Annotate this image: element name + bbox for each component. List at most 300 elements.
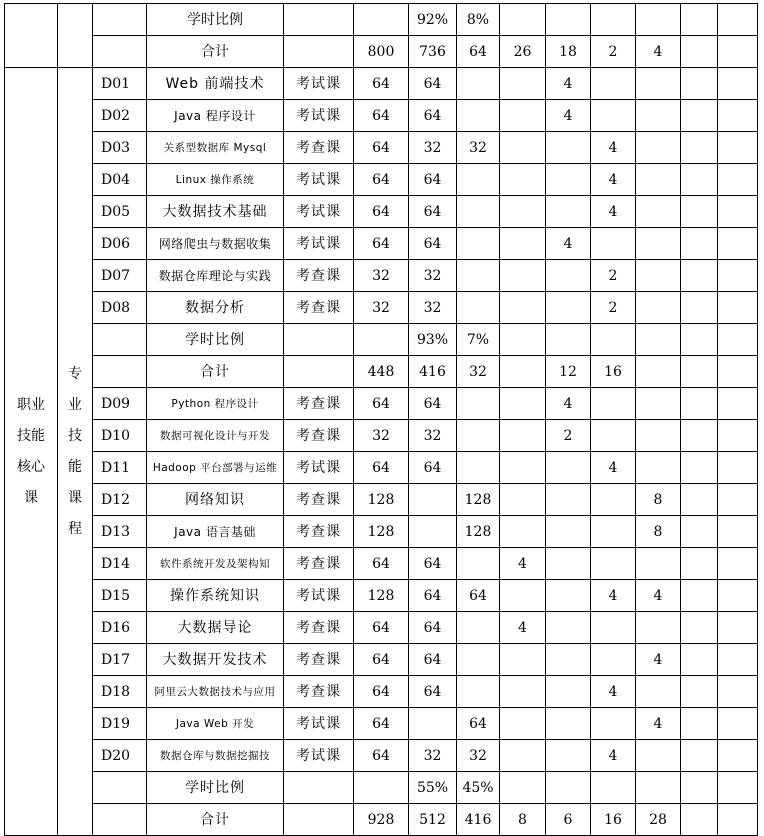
total-c2: 18 — [546, 36, 591, 68]
total-hours: 448 — [354, 356, 409, 388]
semester-2-cell — [546, 612, 591, 644]
practice-hours-cell — [457, 100, 500, 132]
ratio-label: 学时比例 — [147, 772, 284, 804]
subcategory-label-part: 业 — [68, 396, 82, 413]
table-row — [5, 100, 758, 132]
total-label: 合计 — [147, 36, 284, 68]
semester-2-cell — [546, 740, 591, 772]
total-c2: 12 — [546, 356, 591, 388]
empty-cell — [681, 68, 718, 100]
theory-hours-cell: 32 — [409, 132, 457, 164]
semester-4-cell: 4 — [636, 644, 681, 676]
empty-cell — [718, 708, 758, 740]
total-hours-cell: 128 — [354, 516, 409, 548]
theory-hours-cell — [409, 484, 457, 516]
empty-cell — [681, 356, 718, 388]
table-row — [5, 68, 758, 100]
empty-cell — [718, 292, 758, 324]
total-hours-cell: 64 — [354, 452, 409, 484]
total-c2: 6 — [546, 804, 591, 836]
semester-4-cell: 8 — [636, 484, 681, 516]
empty-cell — [718, 164, 758, 196]
empty-cell — [546, 4, 591, 36]
empty-cell — [718, 804, 758, 836]
empty-cell — [718, 644, 758, 676]
empty-cell — [284, 772, 354, 804]
empty-cell — [681, 804, 718, 836]
semester-4-cell — [636, 132, 681, 164]
course-name: Java 语言基础 — [147, 516, 284, 548]
semester-4-cell — [636, 260, 681, 292]
semester-4-cell — [636, 196, 681, 228]
semester-2-cell — [546, 196, 591, 228]
theory-hours-cell: 64 — [409, 388, 457, 420]
semester-4-cell — [636, 452, 681, 484]
semester-1-cell — [500, 644, 546, 676]
total-hours-cell: 32 — [354, 420, 409, 452]
semester-4-cell: 4 — [636, 580, 681, 612]
empty-cell — [718, 324, 758, 356]
subcategory-label — [58, 68, 93, 836]
semester-3-cell: 4 — [591, 452, 636, 484]
semester-4-cell — [636, 420, 681, 452]
practice-pct: 8% — [457, 4, 500, 36]
empty-cell — [718, 100, 758, 132]
empty-cell — [284, 356, 354, 388]
semester-3-cell — [591, 68, 636, 100]
subcategory-label-part: 课 — [68, 489, 82, 506]
empty-cell — [718, 676, 758, 708]
course-code: D01 — [93, 68, 147, 100]
total-hours-cell: 64 — [354, 100, 409, 132]
empty-cell — [681, 324, 718, 356]
empty-cell — [718, 420, 758, 452]
empty-cell — [354, 4, 409, 36]
empty-cell — [681, 36, 718, 68]
semester-2-cell: 4 — [546, 228, 591, 260]
theory-hours-cell: 64 — [409, 228, 457, 260]
table-row — [5, 228, 758, 260]
empty-cell — [718, 132, 758, 164]
empty-cell — [681, 196, 718, 228]
category-label-part: 核心 — [17, 458, 45, 475]
practice-hours-cell — [457, 612, 500, 644]
total-c1: 8 — [500, 804, 546, 836]
ratio-label: 学时比例 — [147, 4, 284, 36]
semester-3-cell: 4 — [591, 132, 636, 164]
practice-hours-cell: 128 — [457, 516, 500, 548]
course-code: D19 — [93, 708, 147, 740]
category-label-part: 课 — [24, 489, 38, 506]
theory-hours-cell: 64 — [409, 612, 457, 644]
empty-cell — [93, 804, 147, 836]
table-row — [5, 196, 758, 228]
exam-type: 考查课 — [284, 420, 354, 452]
semester-2-cell — [546, 132, 591, 164]
practice-hours-cell — [457, 676, 500, 708]
course-name: 大数据导论 — [147, 612, 284, 644]
table-row — [5, 36, 758, 68]
empty-cell — [681, 452, 718, 484]
semester-1-cell — [500, 132, 546, 164]
empty-cell — [284, 804, 354, 836]
semester-2-cell: 2 — [546, 420, 591, 452]
practice-hours-cell: 64 — [457, 580, 500, 612]
category-label-part: 技能 — [17, 427, 45, 444]
course-table-body — [5, 4, 758, 836]
theory-hours-cell: 32 — [409, 740, 457, 772]
semester-1-cell — [500, 228, 546, 260]
course-name: 数据仓库理论与实践 — [147, 260, 284, 292]
total-c1: 26 — [500, 36, 546, 68]
semester-1-cell: 4 — [500, 612, 546, 644]
practice-pct: 45% — [457, 772, 500, 804]
semester-1-cell — [500, 68, 546, 100]
empty-cell — [546, 772, 591, 804]
table-row — [5, 676, 758, 708]
empty-cell — [681, 228, 718, 260]
subcategory-label-part: 能 — [68, 458, 82, 475]
empty-cell — [681, 708, 718, 740]
table-row — [5, 580, 758, 612]
semester-4-cell — [636, 164, 681, 196]
course-code: D18 — [93, 676, 147, 708]
category-label-part: 职业 — [17, 396, 45, 413]
total-hours-cell: 128 — [354, 484, 409, 516]
empty-cell — [681, 164, 718, 196]
table-row — [5, 452, 758, 484]
empty-cell — [58, 4, 93, 68]
semester-3-cell — [591, 228, 636, 260]
semester-2-cell — [546, 644, 591, 676]
semester-4-cell — [636, 740, 681, 772]
course-name: 网络爬虫与数据收集 — [147, 228, 284, 260]
exam-type: 考查课 — [284, 644, 354, 676]
empty-cell — [354, 772, 409, 804]
practice-hours-cell — [457, 260, 500, 292]
semester-1-cell — [500, 260, 546, 292]
exam-type: 考试课 — [284, 164, 354, 196]
total-hours-cell: 64 — [354, 644, 409, 676]
empty-cell — [500, 772, 546, 804]
course-name: 大数据技术基础 — [147, 196, 284, 228]
empty-cell — [681, 100, 718, 132]
semester-1-cell — [500, 676, 546, 708]
empty-cell — [500, 324, 546, 356]
semester-1-cell — [500, 292, 546, 324]
empty-cell — [718, 740, 758, 772]
total-practice: 64 — [457, 36, 500, 68]
total-hours-cell: 64 — [354, 740, 409, 772]
theory-hours-cell: 64 — [409, 452, 457, 484]
semester-3-cell — [591, 548, 636, 580]
semester-1-cell — [500, 452, 546, 484]
empty-cell — [681, 484, 718, 516]
semester-1-cell — [500, 100, 546, 132]
semester-2-cell — [546, 452, 591, 484]
exam-type: 考试课 — [284, 452, 354, 484]
semester-1-cell: 4 — [500, 548, 546, 580]
empty-cell — [636, 324, 681, 356]
semester-1-cell — [500, 516, 546, 548]
table-row — [5, 804, 758, 836]
empty-cell — [681, 740, 718, 772]
empty-cell — [284, 4, 354, 36]
table-row — [5, 356, 758, 388]
empty-cell — [93, 4, 147, 36]
total-hours-cell: 32 — [354, 292, 409, 324]
empty-cell — [718, 68, 758, 100]
theory-hours-cell: 64 — [409, 580, 457, 612]
total-practice: 416 — [457, 804, 500, 836]
course-name: Python 程序设计 — [147, 388, 284, 420]
table-row — [5, 420, 758, 452]
table-row — [5, 740, 758, 772]
practice-hours-cell — [457, 420, 500, 452]
semester-1-cell — [500, 164, 546, 196]
course-code: D03 — [93, 132, 147, 164]
course-code: D06 — [93, 228, 147, 260]
semester-2-cell — [546, 708, 591, 740]
semester-1-cell — [500, 484, 546, 516]
semester-2-cell: 4 — [546, 388, 591, 420]
semester-4-cell — [636, 100, 681, 132]
course-code: D11 — [93, 452, 147, 484]
empty-cell — [93, 36, 147, 68]
exam-type: 考查课 — [284, 516, 354, 548]
empty-cell — [681, 132, 718, 164]
subcategory-label-part: 程 — [68, 520, 82, 537]
semester-1-cell — [500, 708, 546, 740]
semester-3-cell: 4 — [591, 164, 636, 196]
total-c1 — [500, 356, 546, 388]
course-name: 操作系统知识 — [147, 580, 284, 612]
theory-hours-cell: 64 — [409, 548, 457, 580]
empty-cell — [93, 356, 147, 388]
course-table — [4, 3, 758, 836]
empty-cell — [718, 196, 758, 228]
theory-hours-cell: 64 — [409, 164, 457, 196]
semester-4-cell — [636, 388, 681, 420]
table-row — [5, 132, 758, 164]
empty-cell — [718, 772, 758, 804]
empty-cell — [718, 228, 758, 260]
semester-3-cell — [591, 516, 636, 548]
empty-cell — [718, 36, 758, 68]
semester-3-cell: 4 — [591, 580, 636, 612]
empty-cell — [718, 452, 758, 484]
semester-2-cell: 4 — [546, 100, 591, 132]
theory-pct: 93% — [409, 324, 457, 356]
empty-cell — [681, 388, 718, 420]
course-name: 数据可视化设计与开发 — [147, 420, 284, 452]
semester-2-cell — [546, 164, 591, 196]
course-name: 网络知识 — [147, 484, 284, 516]
semester-4-cell: 4 — [636, 708, 681, 740]
exam-type: 考查课 — [284, 292, 354, 324]
table-row — [5, 388, 758, 420]
course-name: Linux 操作系统 — [147, 164, 284, 196]
course-code: D04 — [93, 164, 147, 196]
empty-cell — [5, 4, 58, 68]
course-code: D10 — [93, 420, 147, 452]
total-c4: 28 — [636, 804, 681, 836]
theory-hours-cell: 64 — [409, 68, 457, 100]
course-code: D02 — [93, 100, 147, 132]
practice-hours-cell — [457, 292, 500, 324]
course-name: 软件系统开发及架构知 — [147, 548, 284, 580]
semester-3-cell — [591, 708, 636, 740]
course-code: D17 — [93, 644, 147, 676]
semester-4-cell — [636, 548, 681, 580]
theory-pct: 55% — [409, 772, 457, 804]
semester-3-cell: 4 — [591, 196, 636, 228]
course-code: D08 — [93, 292, 147, 324]
exam-type: 考试课 — [284, 196, 354, 228]
total-hours: 928 — [354, 804, 409, 836]
exam-type: 考试课 — [284, 100, 354, 132]
empty-cell — [718, 4, 758, 36]
semester-4-cell — [636, 68, 681, 100]
total-c4 — [636, 356, 681, 388]
semester-3-cell: 4 — [591, 740, 636, 772]
exam-type: 考试课 — [284, 580, 354, 612]
course-name: 大数据开发技术 — [147, 644, 284, 676]
empty-cell — [500, 4, 546, 36]
table-row — [5, 292, 758, 324]
practice-hours-cell — [457, 228, 500, 260]
exam-type: 考查课 — [284, 388, 354, 420]
empty-cell — [681, 420, 718, 452]
total-theory: 512 — [409, 804, 457, 836]
empty-cell — [718, 356, 758, 388]
course-name: Java Web 开发 — [147, 708, 284, 740]
exam-type: 考试课 — [284, 68, 354, 100]
total-c3: 16 — [591, 356, 636, 388]
theory-hours-cell: 64 — [409, 676, 457, 708]
empty-cell — [546, 324, 591, 356]
semester-1-cell — [500, 580, 546, 612]
practice-hours-cell — [457, 164, 500, 196]
practice-pct: 7% — [457, 324, 500, 356]
total-hours-cell: 64 — [354, 68, 409, 100]
course-name: 数据分析 — [147, 292, 284, 324]
empty-cell — [636, 772, 681, 804]
total-practice: 32 — [457, 356, 500, 388]
total-hours-cell: 64 — [354, 548, 409, 580]
semester-1-cell — [500, 420, 546, 452]
exam-type: 考试课 — [284, 228, 354, 260]
practice-hours-cell: 32 — [457, 132, 500, 164]
course-name: 阿里云大数据技术与应用 — [147, 676, 284, 708]
practice-hours-cell — [457, 388, 500, 420]
empty-cell — [681, 644, 718, 676]
table-row — [5, 772, 758, 804]
total-hours-cell: 64 — [354, 612, 409, 644]
course-code: D20 — [93, 740, 147, 772]
total-label: 合计 — [147, 356, 284, 388]
semester-4-cell — [636, 612, 681, 644]
empty-cell — [284, 36, 354, 68]
course-name: 数据仓库与数据挖掘技 — [147, 740, 284, 772]
table-row — [5, 516, 758, 548]
semester-1-cell — [500, 740, 546, 772]
table-row — [5, 484, 758, 516]
empty-cell — [284, 324, 354, 356]
course-code: D13 — [93, 516, 147, 548]
empty-cell — [718, 612, 758, 644]
practice-hours-cell — [457, 644, 500, 676]
exam-type: 考查课 — [284, 548, 354, 580]
semester-4-cell — [636, 228, 681, 260]
empty-cell — [681, 772, 718, 804]
empty-cell — [681, 548, 718, 580]
category-label — [5, 68, 58, 836]
semester-3-cell — [591, 644, 636, 676]
practice-hours-cell: 64 — [457, 708, 500, 740]
empty-cell — [93, 772, 147, 804]
empty-cell — [718, 580, 758, 612]
total-hours-cell: 64 — [354, 676, 409, 708]
empty-cell — [681, 516, 718, 548]
total-hours-cell: 64 — [354, 196, 409, 228]
semester-4-cell — [636, 292, 681, 324]
total-c3: 16 — [591, 804, 636, 836]
exam-type: 考试课 — [284, 708, 354, 740]
empty-cell — [636, 4, 681, 36]
semester-1-cell — [500, 196, 546, 228]
total-hours-cell: 32 — [354, 260, 409, 292]
semester-3-cell: 2 — [591, 260, 636, 292]
course-code: D15 — [93, 580, 147, 612]
practice-hours-cell — [457, 452, 500, 484]
total-c4: 4 — [636, 36, 681, 68]
semester-2-cell — [546, 484, 591, 516]
empty-cell — [681, 580, 718, 612]
table-row — [5, 164, 758, 196]
exam-type: 考查课 — [284, 132, 354, 164]
semester-2-cell — [546, 292, 591, 324]
course-code: D09 — [93, 388, 147, 420]
empty-cell — [681, 260, 718, 292]
total-hours-cell: 64 — [354, 708, 409, 740]
practice-hours-cell — [457, 548, 500, 580]
empty-cell — [718, 484, 758, 516]
total-hours-cell: 128 — [354, 580, 409, 612]
course-code: D14 — [93, 548, 147, 580]
empty-cell — [681, 292, 718, 324]
theory-hours-cell: 32 — [409, 292, 457, 324]
empty-cell — [718, 260, 758, 292]
semester-3-cell: 4 — [591, 676, 636, 708]
total-c3: 2 — [591, 36, 636, 68]
subcategory-label-part: 技 — [68, 427, 82, 444]
empty-cell — [354, 324, 409, 356]
empty-cell — [681, 612, 718, 644]
course-name: Java 程序设计 — [147, 100, 284, 132]
exam-type: 考试课 — [284, 740, 354, 772]
course-code: D12 — [93, 484, 147, 516]
theory-pct: 92% — [409, 4, 457, 36]
theory-hours-cell: 64 — [409, 100, 457, 132]
semester-2-cell: 4 — [546, 68, 591, 100]
practice-hours-cell — [457, 68, 500, 100]
table-row — [5, 4, 758, 36]
semester-2-cell — [546, 548, 591, 580]
exam-type: 考查课 — [284, 676, 354, 708]
semester-3-cell — [591, 100, 636, 132]
semester-2-cell — [546, 580, 591, 612]
